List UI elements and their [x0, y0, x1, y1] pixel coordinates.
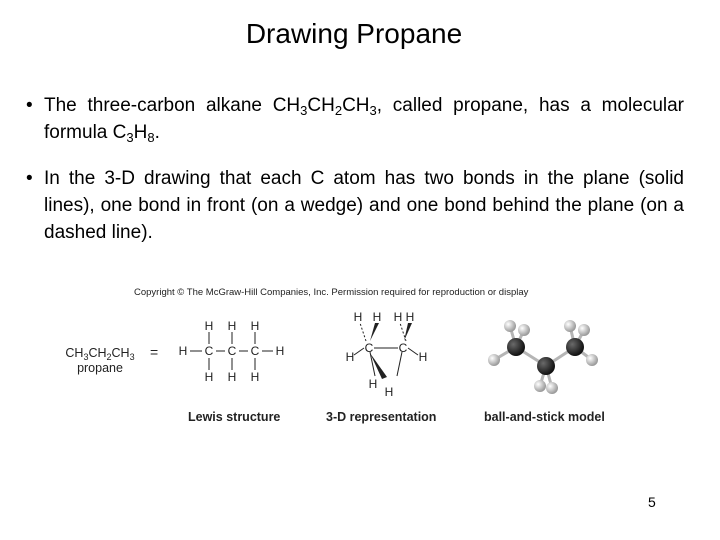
carbon-atom: [566, 338, 584, 356]
subscript: 3: [126, 130, 134, 145]
wedge-bond: [404, 323, 412, 341]
hydrogen-atom: [534, 380, 546, 392]
bullet-item-formula: [26, 92, 684, 146]
atom-h: H: [418, 350, 428, 364]
formula-part: CH: [111, 346, 130, 360]
atom-c: C: [364, 341, 374, 355]
ball-stick-carbons: [507, 338, 584, 375]
subscript: 2: [334, 103, 343, 118]
page-number: 5: [648, 494, 656, 510]
atom-h: H: [353, 310, 363, 324]
wedge-bond: [370, 323, 379, 341]
subscript: 2: [106, 352, 112, 362]
lewis-structure: [178, 318, 290, 384]
atom-h: H: [345, 350, 355, 364]
bullet-dot: •: [26, 168, 33, 189]
subscript: 3: [129, 352, 135, 362]
hydrogen-atom: [564, 320, 576, 332]
atom-c: C: [250, 344, 260, 358]
atom-h: H: [368, 377, 378, 391]
bond: [397, 352, 402, 376]
hydrogen-atom: [578, 324, 590, 336]
bullet-text-part: , called propane, has a molecular formula C: [44, 95, 684, 143]
atom-h: H: [227, 319, 237, 333]
subscript: 3: [300, 103, 308, 118]
atom-h: H: [393, 310, 403, 324]
bullet-list: [26, 92, 684, 265]
atom-h: H: [227, 370, 237, 384]
condensed-formula-name: propane: [77, 361, 123, 375]
atom-h: H: [204, 370, 214, 384]
ball-stick-hydrogens: [488, 320, 598, 394]
bond: [408, 348, 418, 355]
atom-h: H: [372, 310, 382, 324]
hydrogen-atom: [586, 354, 598, 366]
bullet-text-part: CH: [307, 95, 335, 116]
carbon-atom: [537, 357, 555, 375]
dashed-bond: [360, 323, 366, 341]
atom-h: H: [384, 385, 394, 399]
atom-h: H: [405, 310, 415, 324]
bullet-text-part: CH: [342, 95, 370, 116]
caption-ball-and-stick: ball-and-stick model: [484, 410, 605, 424]
atom-h: H: [178, 344, 188, 358]
atom-c: C: [398, 341, 408, 355]
formula-part: CH: [88, 346, 107, 360]
bullet-text-part: .: [154, 122, 160, 143]
slide-title: Drawing Propane: [245, 18, 463, 49]
condensed-formula: [60, 346, 140, 376]
bullet-text-part: H: [133, 122, 148, 143]
condensed-formula-text: [60, 346, 140, 361]
subscript: 3: [369, 103, 377, 118]
ball-stick-bonds: [494, 326, 592, 388]
bond: [370, 352, 375, 376]
atom-c: C: [204, 344, 214, 358]
atom-h: H: [250, 370, 260, 384]
ball-and-stick-model: [478, 314, 608, 398]
equals-sign: =: [150, 344, 159, 360]
atom-h: H: [204, 319, 214, 333]
subscript: 3: [83, 352, 89, 362]
figure-copyright: Copyright © The McGraw-Hill Companies, Inc. Permission required for reproduction or display: [134, 287, 529, 298]
caption-3d-representation: 3-D representation: [326, 410, 437, 424]
bullet-item-3d: [26, 165, 684, 246]
bullet-text-part: The three-carbon alkane CH: [44, 95, 301, 116]
hydrogen-atom: [504, 320, 516, 332]
atom-c: C: [227, 344, 237, 358]
bullet-dot: •: [26, 95, 33, 116]
caption-lewis-structure: Lewis structure: [188, 410, 281, 424]
bullet-text: In the 3-D drawing that each C atom has two bonds in the plane (solid lines), one bond in front (on a wedge) and one bond behind the plane (on a dashed line).: [44, 168, 684, 243]
three-d-atoms: [346, 310, 428, 399]
three-d-representation: [340, 306, 434, 400]
subscript: 8: [147, 130, 155, 145]
hydrogen-atom: [518, 324, 530, 336]
atom-h: H: [250, 319, 260, 333]
carbon-atom: [507, 338, 525, 356]
hydrogen-atom: [488, 354, 500, 366]
atom-h: H: [275, 344, 285, 358]
hydrogen-atom: [546, 382, 558, 394]
bond: [354, 348, 364, 355]
formula-part: CH: [65, 346, 84, 360]
